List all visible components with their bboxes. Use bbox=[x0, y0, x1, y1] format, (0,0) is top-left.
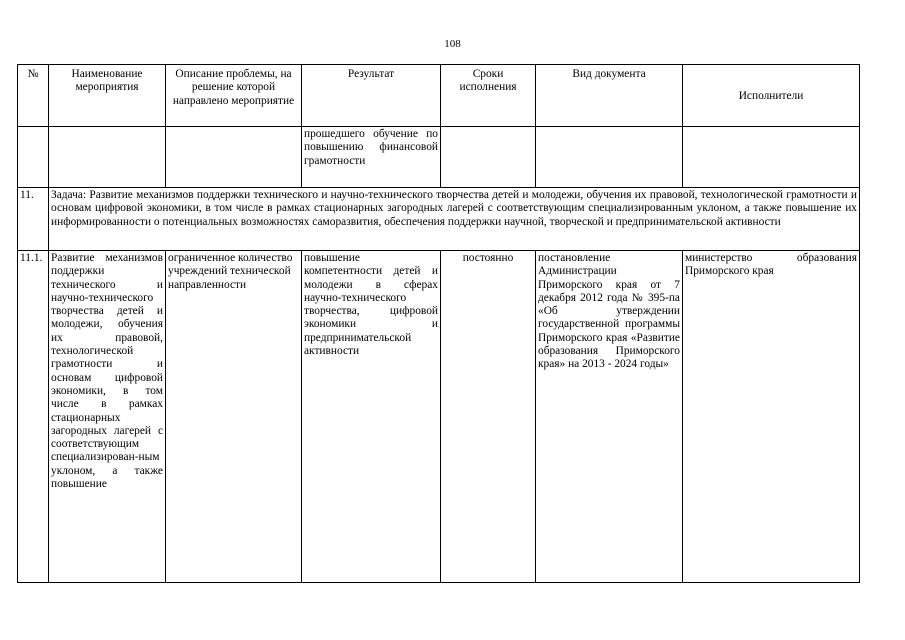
table-row-continuation bbox=[18, 127, 860, 188]
table-header-row bbox=[18, 65, 860, 127]
table-row-task bbox=[18, 188, 860, 251]
header-num: № bbox=[18, 65, 49, 127]
cell-empty bbox=[683, 127, 860, 188]
cell-task-text: Задача: Развитие механизмов поддержки технического и научно-технического творчества детей и молодежи, обучения их правовой, технологической грамотности и основам цифровой экономики, в том числе в рамках стационарных загородных лагерей с соответствующим специализированным уклоном, а также повышение их информированности о потенциальных возможностях саморазвития, обеспечения поддержки научной, творческой и предпринимательской активности bbox=[49, 188, 860, 251]
header-result: Результат bbox=[302, 65, 441, 127]
cell-empty bbox=[536, 127, 683, 188]
cell-11-1-doc-type: постановление Администрации Приморского края от 7 декабря 2012 года № 395-па «Об утверждении государственной программы Приморского края «Развитие образования Приморского края» на 2013 - 2024 годы» bbox=[536, 251, 683, 583]
cell-empty bbox=[166, 127, 302, 188]
page-number: 108 bbox=[444, 38, 461, 50]
header-problem: Описание проблемы, на решение которой направлено мероприятие bbox=[166, 65, 302, 127]
header-name: Наименование мероприятия bbox=[49, 65, 166, 127]
header-executors: Исполнители bbox=[683, 65, 860, 127]
table-row-11-1 bbox=[18, 251, 860, 583]
cell-11-1-problem: ограниченное количество учреждений технической направленности bbox=[166, 251, 302, 583]
measures-table bbox=[17, 64, 860, 583]
cell-empty bbox=[49, 127, 166, 188]
cell-11-1-result: повышение компетентности детей и молодежи в сферах научно-технического творчества, цифровой экономики и предпринимательской активности bbox=[302, 251, 441, 583]
cell-result-continuation: прошедшего обучение по повышению финансовой грамотности bbox=[302, 127, 441, 188]
cell-11-1-name: Развитие механизмов поддержки технического и научно-технического творчества детей и молодежи, обучения их правовой, технологической грамотности и основам цифровой экономики, в том числе в рамках стационарных загородных лагерей с соответствующим специализирован-ным уклоном, а также повышение bbox=[49, 251, 166, 583]
cell-11-1-deadline: постоянно bbox=[441, 251, 536, 583]
cell-11-1-num: 11.1. bbox=[18, 251, 49, 583]
cell-task-num: 11. bbox=[18, 188, 49, 251]
cell-11-1-executors: министерство образования Приморского края bbox=[683, 251, 860, 583]
header-deadline: Сроки исполнения bbox=[441, 65, 536, 127]
header-doc-type: Вид документа bbox=[536, 65, 683, 127]
cell-empty bbox=[18, 127, 49, 188]
cell-empty bbox=[441, 127, 536, 188]
